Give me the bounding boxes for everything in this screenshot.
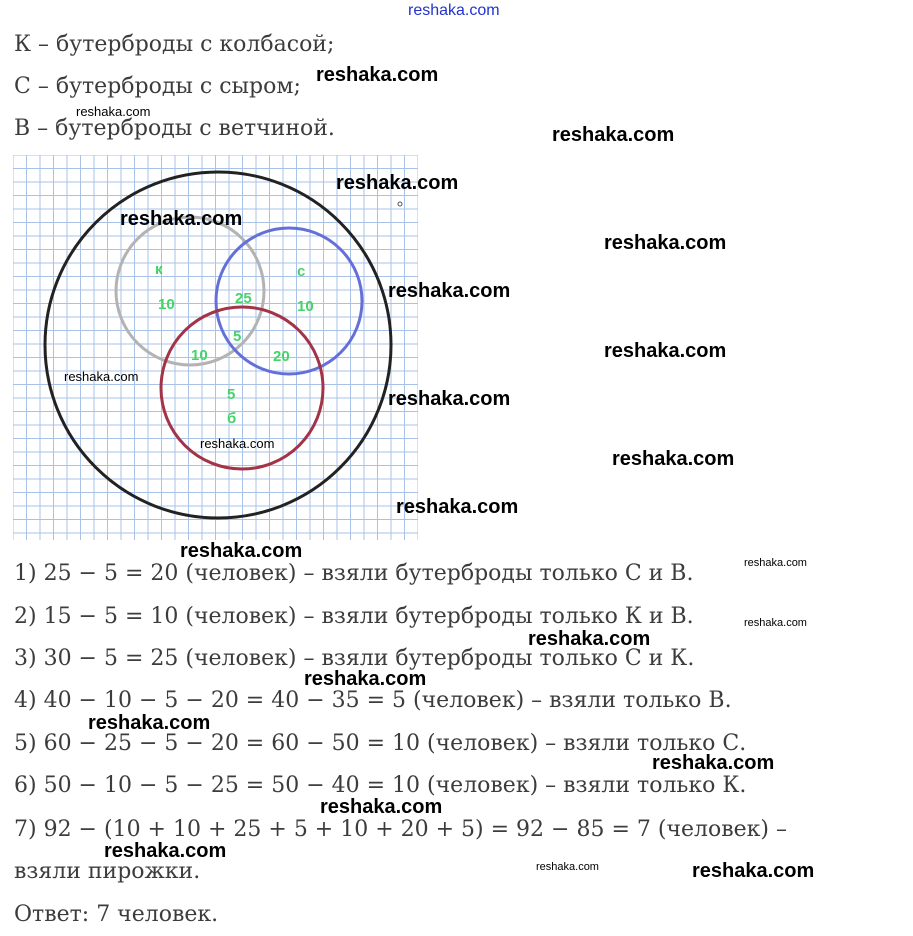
solution-line-7: 7) 92 − (10 + 10 + 25 + 5 + 10 + 20 + 5) = 92 − 85 = 7 (человек) –	[14, 817, 787, 842]
watermark: reshaka.com	[744, 557, 807, 569]
venn-b-only: 5	[227, 386, 236, 403]
legend-k: К – бутерброды с колбасой;	[14, 32, 335, 57]
watermark: reshaka.com	[612, 448, 735, 470]
venn-watermark-left: reshaka.com	[64, 369, 139, 384]
venn-label-b: б	[227, 410, 237, 427]
watermark: reshaka.com	[396, 496, 519, 518]
venn-kc: 25	[235, 290, 252, 307]
watermark: reshaka.com	[104, 840, 227, 862]
small-dot	[398, 202, 402, 206]
venn-label-k: к	[155, 261, 163, 278]
watermark: reshaka.com	[388, 280, 511, 302]
solution-line-6: 6) 50 − 10 − 5 − 25 = 50 − 40 = 10 (человек) – взяли только К.	[14, 773, 747, 798]
venn-kb: 10	[191, 347, 208, 364]
venn-kcb: 5	[233, 328, 242, 345]
watermark: reshaka.com	[88, 712, 211, 734]
solution-line-7-cont: взяли пирожки.	[14, 859, 201, 884]
watermark: reshaka.com	[388, 388, 511, 410]
watermark: reshaka.com	[692, 860, 815, 882]
watermark: reshaka.com	[604, 340, 727, 362]
venn-watermark-center: reshaka.com	[200, 436, 275, 451]
venn-cb: 20	[273, 348, 290, 365]
solution-line-3: 3) 30 − 5 = 25 (человек) – взяли бутерброды только С и К.	[14, 646, 695, 671]
legend-b: В – бутерброды с ветчиной.	[14, 116, 335, 141]
solution-line-4: 4) 40 − 10 − 5 − 20 = 40 − 35 = 5 (человек) – взяли только В.	[14, 688, 732, 713]
watermark: reshaka.com	[76, 104, 151, 119]
legend-c: С – бутерброды с сыром;	[14, 74, 301, 99]
watermark: reshaka.com	[336, 172, 459, 194]
venn-c-only: 10	[297, 298, 314, 315]
watermark: reshaka.com	[536, 861, 599, 873]
watermark: reshaka.com	[528, 628, 651, 650]
watermark: reshaka.com	[316, 64, 439, 86]
watermark: reshaka.com	[552, 124, 675, 146]
solution-line-1: 1) 25 − 5 = 20 (человек) – взяли бутерброды только С и В.	[14, 561, 694, 586]
watermark: reshaka.com	[744, 617, 807, 629]
answer-line: Ответ: 7 человек.	[14, 902, 219, 927]
watermark: reshaka.com	[120, 208, 243, 230]
venn-k-only: 10	[158, 296, 175, 313]
top-watermark: reshaka.com	[408, 2, 500, 19]
watermark: reshaka.com	[320, 796, 443, 818]
solution-line-5: 5) 60 − 25 − 5 − 20 = 60 − 50 = 10 (человек) – взяли только С.	[14, 731, 747, 756]
venn-label-c: с	[297, 263, 306, 280]
solution-line-2: 2) 15 − 5 = 10 (человек) – взяли бутерброды только К и В.	[14, 604, 694, 629]
watermark: reshaka.com	[604, 232, 727, 254]
watermark: reshaka.com	[304, 668, 427, 690]
watermark: reshaka.com	[180, 540, 303, 562]
watermark: reshaka.com	[652, 752, 775, 774]
